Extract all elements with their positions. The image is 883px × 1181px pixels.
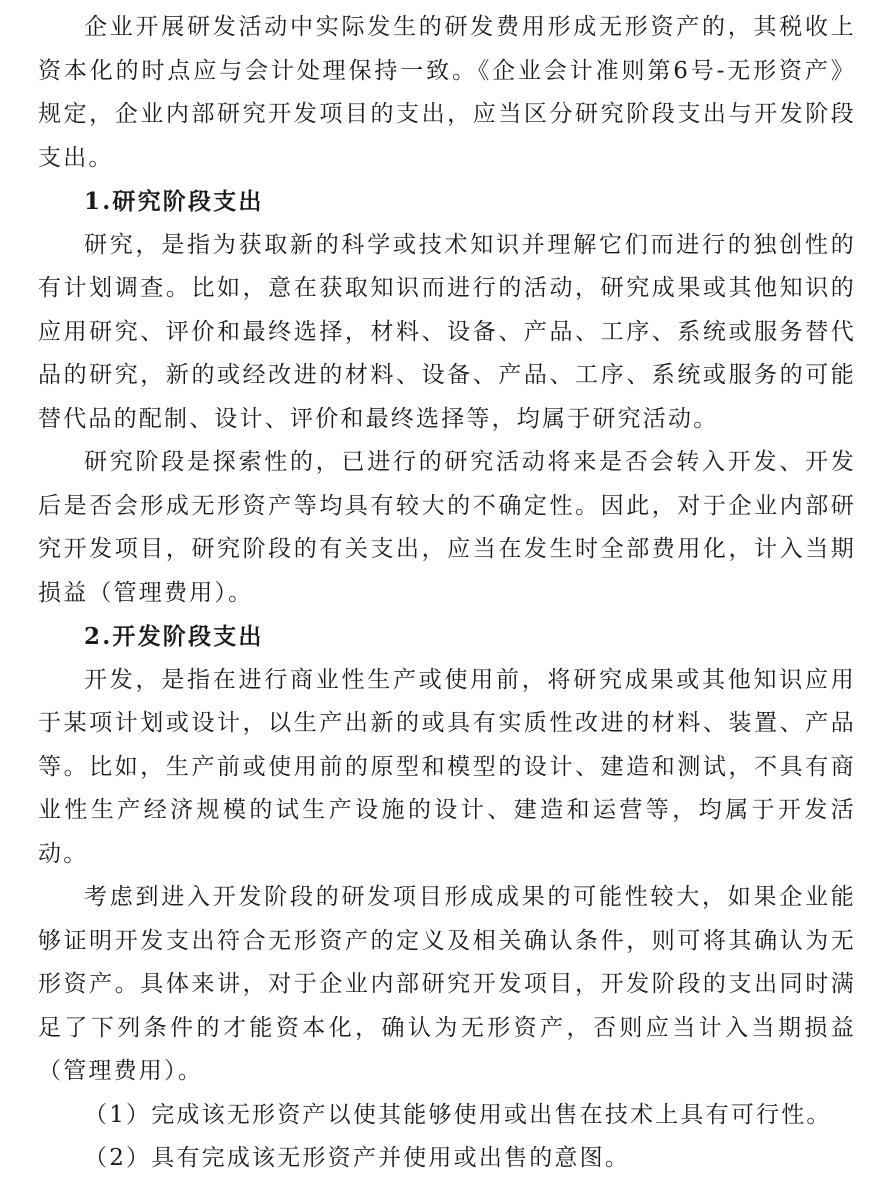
section-heading-research: 1.研究阶段支出 bbox=[84, 188, 264, 215]
document-page bbox=[38, 6, 856, 1181]
paragraph-development-capitalization: 考虑到进入开发阶段的研发项目形成成果的可能性较大，如果企业能够证明开发支出符合无形资产的定义及相关确认条件，则可将其确认为无形资产。具体来讲，对于企业内部研究开发项目，开发阶段的支出同时满足了下列条件的才能资本化，确认为无形资产，否则应当计入当期损益（管理费用）。 bbox=[38, 884, 856, 1084]
paragraph-intro: 企业开展研发活动中实际发生的研发费用形成无形资产的，其税收上资本化的时点应与会计处理保持一致。《企业会计准则第6号-无形资产》规定，企业内部研究开发项目的支出，应当区分研究阶段支出与开发阶段支出。 bbox=[38, 14, 856, 171]
paragraph-research-definition: 研究，是指为获取新的科学或技术知识并理解它们而进行的独创性的有计划调查。比如，意在获取知识而进行的活动，研究成果或其他知识的应用研究、评价和最终选择，材料、设备、产品、工序、系统或服务替代品的研究，新的或经改进的材料、设备、产品、工序、系统或服务的可能替代品的配制、设计、评价和最终选择等，均属于研究活动。 bbox=[38, 231, 856, 432]
section-heading-development: 2.开发阶段支出 bbox=[84, 623, 264, 650]
paragraph-research-expensing: 研究阶段是探索性的，已进行的研究活动将来是否会转入开发、开发后是否会形成无形资产等均具有较大的不确定性。因此，对于企业内部研究开发项目，研究阶段的有关支出，应当在发生时全部费用化，计入当期损益（管理费用）。 bbox=[38, 449, 856, 606]
paragraph-development-definition: 开发，是指在进行商业性生产或使用前，将研究成果或其他知识应用于某项计划或设计，以生产出新的或具有实质性改进的材料、装置、产品等。比如，生产前或使用前的原型和模型的设计、建造和测试，不具有商业性生产经济规模的试生产设施的设计、建造和运营等，均属于开发活动。 bbox=[38, 666, 856, 867]
condition-item-1: （1）完成该无形资产以使其能够使用或出售在技术上具有可行性。 bbox=[84, 1101, 832, 1128]
condition-item-2: （2）具有完成该无形资产并使用或出售的意图。 bbox=[84, 1145, 631, 1171]
